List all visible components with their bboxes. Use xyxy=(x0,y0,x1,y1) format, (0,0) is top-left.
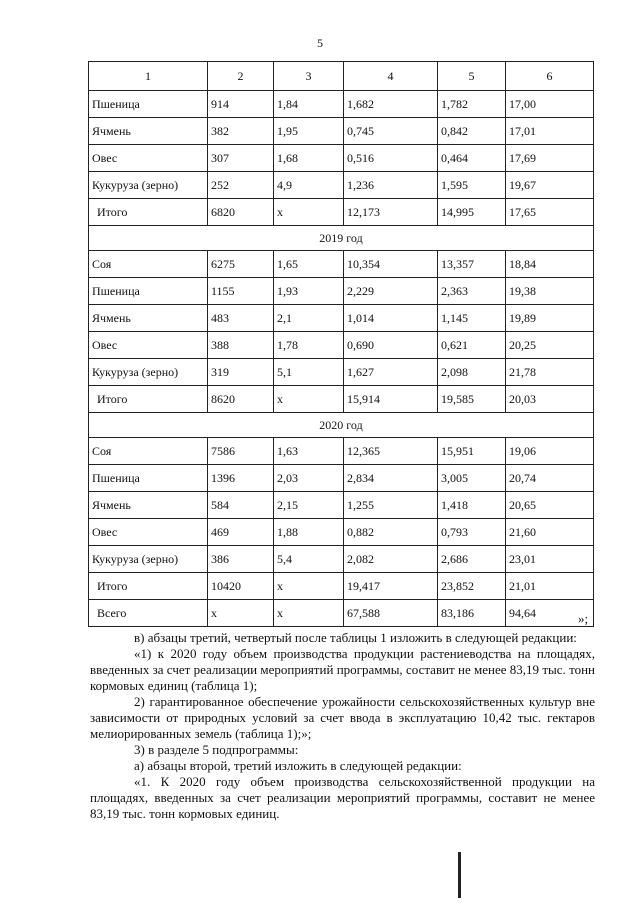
value-cell: 1,68 xyxy=(274,145,344,172)
value-cell: 83,186 xyxy=(438,600,506,627)
table-row xyxy=(89,199,594,226)
value-cell: 20,03 xyxy=(506,386,594,413)
value-cell: 469 xyxy=(208,519,274,546)
value-cell: 2,1 xyxy=(274,305,344,332)
value-cell: 1,65 xyxy=(274,251,344,278)
value-cell: 3,005 xyxy=(438,465,506,492)
value-cell: 1,418 xyxy=(438,492,506,519)
value-cell: 2 xyxy=(208,62,274,91)
year-header-row xyxy=(89,226,594,251)
value-cell: 23,01 xyxy=(506,546,594,573)
value-cell: 1,95 xyxy=(274,118,344,145)
value-cell: 1396 xyxy=(208,465,274,492)
table-row xyxy=(89,172,594,199)
value-cell: 1,84 xyxy=(274,91,344,118)
row-label-cell: Итого xyxy=(89,199,208,226)
value-cell: 0,516 xyxy=(344,145,438,172)
value-cell: x xyxy=(274,573,344,600)
table-row xyxy=(89,251,594,278)
value-cell: 1,93 xyxy=(274,278,344,305)
value-cell: 94,64 xyxy=(506,600,594,627)
row-label-cell: Итого xyxy=(89,573,208,600)
value-cell: 584 xyxy=(208,492,274,519)
value-cell: 319 xyxy=(208,359,274,386)
value-cell: 307 xyxy=(208,145,274,172)
value-cell: 1,255 xyxy=(344,492,438,519)
row-label-cell: Соя xyxy=(89,251,208,278)
value-cell: 5,1 xyxy=(274,359,344,386)
row-label-cell: Итого xyxy=(89,386,208,413)
value-cell: 6275 xyxy=(208,251,274,278)
year-label: 2020 год xyxy=(89,413,594,438)
value-cell: 10420 xyxy=(208,573,274,600)
value-cell: 252 xyxy=(208,172,274,199)
year-label: 2019 год xyxy=(89,226,594,251)
value-cell: 5,4 xyxy=(274,546,344,573)
value-cell: 2,229 xyxy=(344,278,438,305)
table-header-row xyxy=(89,62,594,91)
table-row xyxy=(89,465,594,492)
value-cell: 2,834 xyxy=(344,465,438,492)
value-cell: x xyxy=(274,386,344,413)
value-cell: 382 xyxy=(208,118,274,145)
value-cell: 23,852 xyxy=(438,573,506,600)
row-label-cell: Ячмень xyxy=(89,118,208,145)
table-row xyxy=(89,278,594,305)
value-cell: 0,621 xyxy=(438,332,506,359)
value-cell: 483 xyxy=(208,305,274,332)
value-cell: 2,082 xyxy=(344,546,438,573)
value-cell: 14,995 xyxy=(438,199,506,226)
value-cell: 19,585 xyxy=(438,386,506,413)
value-cell: 17,01 xyxy=(506,118,594,145)
value-cell: 21,01 xyxy=(506,573,594,600)
table-row xyxy=(89,546,594,573)
body-text xyxy=(90,630,595,822)
value-cell: 15,951 xyxy=(438,438,506,465)
value-cell: x xyxy=(208,600,274,627)
value-cell: 0,690 xyxy=(344,332,438,359)
table-row xyxy=(89,359,594,386)
value-cell: 2,03 xyxy=(274,465,344,492)
value-cell: 19,38 xyxy=(506,278,594,305)
value-cell: 7586 xyxy=(208,438,274,465)
crop-production-table xyxy=(88,61,594,627)
value-cell: 1,78 xyxy=(274,332,344,359)
value-cell: 1,88 xyxy=(274,519,344,546)
value-cell: 1,595 xyxy=(438,172,506,199)
paragraph-2: «1) к 2020 году объем производства продукции растениеводства на площадях, введенных за счет реализации мероприятий программы, составит не менее 83,19 тыс. тонн кормовых единиц (таблица 1); xyxy=(90,646,595,693)
margin-mark xyxy=(458,852,461,898)
value-cell: x xyxy=(274,600,344,627)
value-cell: 17,65 xyxy=(506,199,594,226)
value-cell: 1,014 xyxy=(344,305,438,332)
value-cell: 2,686 xyxy=(438,546,506,573)
paragraph-4: 3) в разделе 5 подпрограммы: xyxy=(134,742,299,757)
row-label-cell: Пшеница xyxy=(89,278,208,305)
table-row xyxy=(89,438,594,465)
table-row xyxy=(89,91,594,118)
value-cell: 12,173 xyxy=(344,199,438,226)
value-cell: 0,464 xyxy=(438,145,506,172)
row-label-cell: Кукуруза (зерно) xyxy=(89,359,208,386)
row-label-cell: Ячмень xyxy=(89,492,208,519)
table-row xyxy=(89,332,594,359)
value-cell: 0,793 xyxy=(438,519,506,546)
value-cell: 1,236 xyxy=(344,172,438,199)
row-label-cell: Кукуруза (зерно) xyxy=(89,172,208,199)
value-cell: 386 xyxy=(208,546,274,573)
value-cell: 1,63 xyxy=(274,438,344,465)
table-row xyxy=(89,519,594,546)
value-cell: 67,588 xyxy=(344,600,438,627)
row-label-cell: Пшеница xyxy=(89,91,208,118)
value-cell: 17,69 xyxy=(506,145,594,172)
row-label-cell: Овес xyxy=(89,519,208,546)
row-label-cell: Овес xyxy=(89,145,208,172)
paragraph-5: а) абзацы второй, третий изложить в следующей редакции: xyxy=(134,758,462,773)
value-cell: 914 xyxy=(208,91,274,118)
table-row xyxy=(89,573,594,600)
value-cell: 19,06 xyxy=(506,438,594,465)
table-row xyxy=(89,492,594,519)
value-cell: 0,745 xyxy=(344,118,438,145)
table-body xyxy=(89,62,594,627)
row-label-cell: Всего xyxy=(89,600,208,627)
row-label-cell: Соя xyxy=(89,438,208,465)
value-cell: 3 xyxy=(274,62,344,91)
value-cell: 2,363 xyxy=(438,278,506,305)
value-cell: 19,89 xyxy=(506,305,594,332)
value-cell: 1,782 xyxy=(438,91,506,118)
table-row xyxy=(89,145,594,172)
value-cell: 1,627 xyxy=(344,359,438,386)
value-cell: 13,357 xyxy=(438,251,506,278)
paragraph-1: в) абзацы третий, четвертый после таблицы 1 изложить в следующей редакции: xyxy=(134,630,577,645)
value-cell: 20,74 xyxy=(506,465,594,492)
table-row xyxy=(89,118,594,145)
page-number: 5 xyxy=(317,36,323,50)
row-label-cell: Кукуруза (зерно) xyxy=(89,546,208,573)
table-row xyxy=(89,386,594,413)
value-cell: 6 xyxy=(506,62,594,91)
value-cell: 8620 xyxy=(208,386,274,413)
value-cell: 5 xyxy=(438,62,506,91)
value-cell: 6820 xyxy=(208,199,274,226)
row-label-cell: Ячмень xyxy=(89,305,208,332)
value-cell: 1,145 xyxy=(438,305,506,332)
value-cell: 20,25 xyxy=(506,332,594,359)
value-cell: 4 xyxy=(344,62,438,91)
value-cell: 1,682 xyxy=(344,91,438,118)
value-cell: 15,914 xyxy=(344,386,438,413)
value-cell: 0,842 xyxy=(438,118,506,145)
value-cell: 2,15 xyxy=(274,492,344,519)
value-cell: x xyxy=(274,199,344,226)
value-cell: 2,098 xyxy=(438,359,506,386)
row-label-cell: Овес xyxy=(89,332,208,359)
table-row xyxy=(89,305,594,332)
value-cell: 18,84 xyxy=(506,251,594,278)
value-cell: 10,354 xyxy=(344,251,438,278)
value-cell: 19,67 xyxy=(506,172,594,199)
value-cell: 21,60 xyxy=(506,519,594,546)
value-cell: 1155 xyxy=(208,278,274,305)
paragraph-3: 2) гарантированное обеспечение урожайности сельскохозяйственных культур вне зависимости от природных условий за счет ввода в эксплуатацию 10,42 тыс. гектаров мелиорированных земель (таблица 1);»; xyxy=(90,694,595,741)
value-cell: 19,417 xyxy=(344,573,438,600)
value-cell: 17,00 xyxy=(506,91,594,118)
value-cell: 0,882 xyxy=(344,519,438,546)
value-cell: 388 xyxy=(208,332,274,359)
closing-quote: »; xyxy=(578,611,589,626)
value-cell: 20,65 xyxy=(506,492,594,519)
row-label-cell: 1 xyxy=(89,62,208,91)
paragraph-6: «1. К 2020 году объем производства сельскохозяйственной продукции на площадях, введенных за счет реализации мероприятий программы, составит не менее 83,19 тыс. тонн кормовых единиц. xyxy=(90,774,595,821)
year-header-row xyxy=(89,413,594,438)
row-label-cell: Пшеница xyxy=(89,465,208,492)
value-cell: 4,9 xyxy=(274,172,344,199)
value-cell: 12,365 xyxy=(344,438,438,465)
value-cell: 21,78 xyxy=(506,359,594,386)
table-row xyxy=(89,600,594,627)
